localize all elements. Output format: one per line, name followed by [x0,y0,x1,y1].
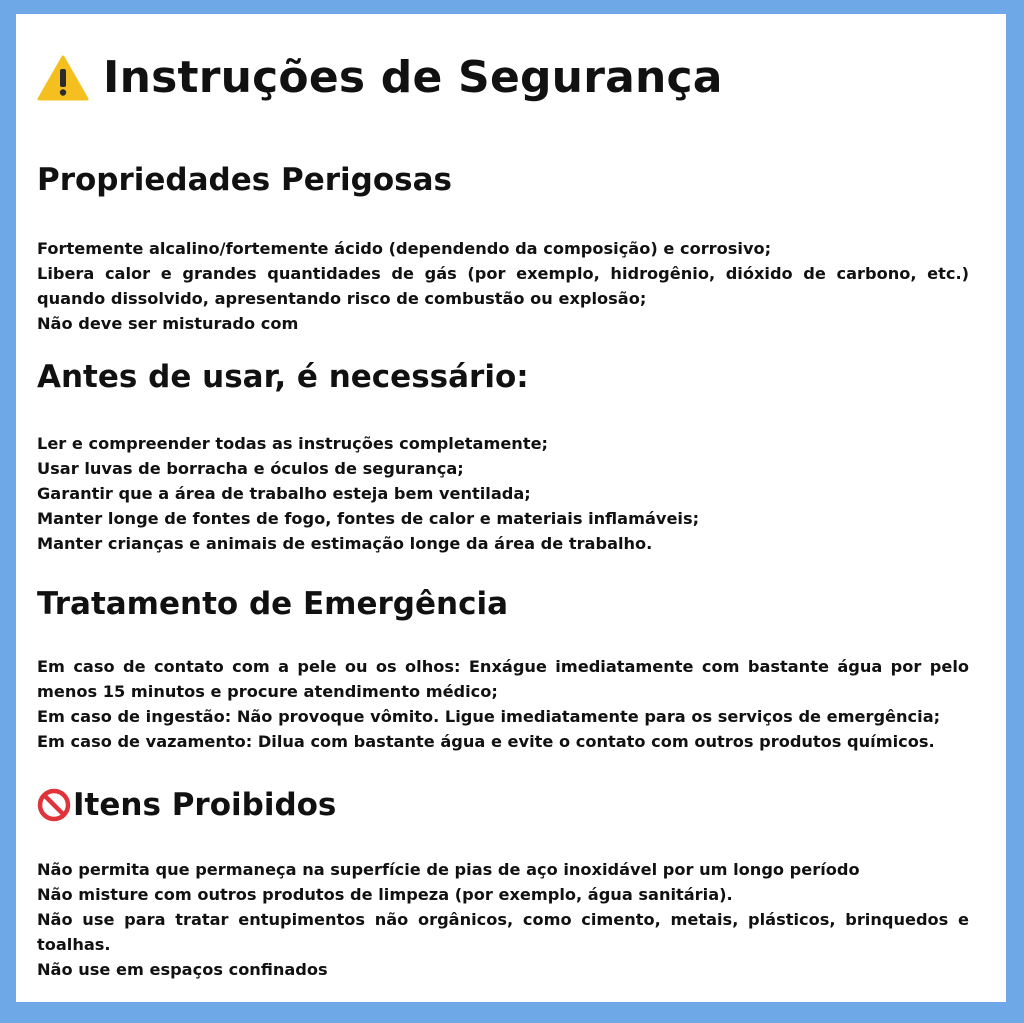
list-item: Em caso de ingestão: Não provoque vômito. Ligue imediatamente para os serviços de emergência; [37,707,941,726]
section-prohibited-items [37,785,969,982]
prohibited-icon [37,788,71,822]
list-item: Ler e compreender todas as instruções completamente; [37,434,549,453]
section-heading: Propriedades Perigosas [37,162,452,198]
page-title-text: Instruções de Segurança [103,52,723,103]
warning-icon [37,54,89,102]
list-item: Manter crianças e animais de estimação longe da área de trabalho. [37,534,653,553]
list-item: Não use para tratar entupimentos não orgânicos, como cimento, metais, plásticos, brinquedos e toalhas. [37,910,969,954]
list-item: Não deve ser misturado com [37,314,299,333]
list-item: Garantir que a área de trabalho esteja bem ventilada; [37,484,531,503]
section-heading-wrap [37,785,969,825]
list-item: Em caso de contato com a pele ou os olhos: Enxágue imediatamente com bastante água por pelo menos 15 minutos e procure atendimento médico; [37,657,969,701]
page-title [37,52,723,103]
list-item: Fortemente alcalino/fortemente ácido (dependendo da composição) e corrosivo; [37,239,772,258]
section-heading: Tratamento de Emergência [37,586,508,622]
item-list [37,236,969,336]
list-item: Não use em espaços confinados [37,960,328,979]
item-list [37,654,969,754]
list-item: Não misture com outros produtos de limpeza (por exemplo, água sanitária). [37,885,733,904]
list-item: Em caso de vazamento: Dilua com bastante água e evite o contato com outros produtos químicos. [37,732,935,751]
list-item: Não permita que permaneça na superfície de pias de aço inoxidável por um longo período [37,860,860,879]
item-list [37,431,969,556]
section-hazardous-properties [37,160,969,336]
list-item: Usar luvas de borracha e óculos de segurança; [37,459,464,478]
section-heading: Itens Proibidos [73,787,337,823]
list-item: Manter longe de fontes de fogo, fontes de calor e materiais inflamáveis; [37,509,700,528]
section-emergency-treatment [37,584,969,754]
document-card [16,14,1006,1002]
list-item: Libera calor e grandes quantidades de gás (por exemplo, hidrogênio, dióxido de carbono, etc.) quando dissolvido, apresentando risco de combustão ou explosão; [37,264,969,308]
section-before-use [37,357,969,556]
item-list [37,857,969,982]
section-heading: Antes de usar, é necessário: [37,359,529,395]
